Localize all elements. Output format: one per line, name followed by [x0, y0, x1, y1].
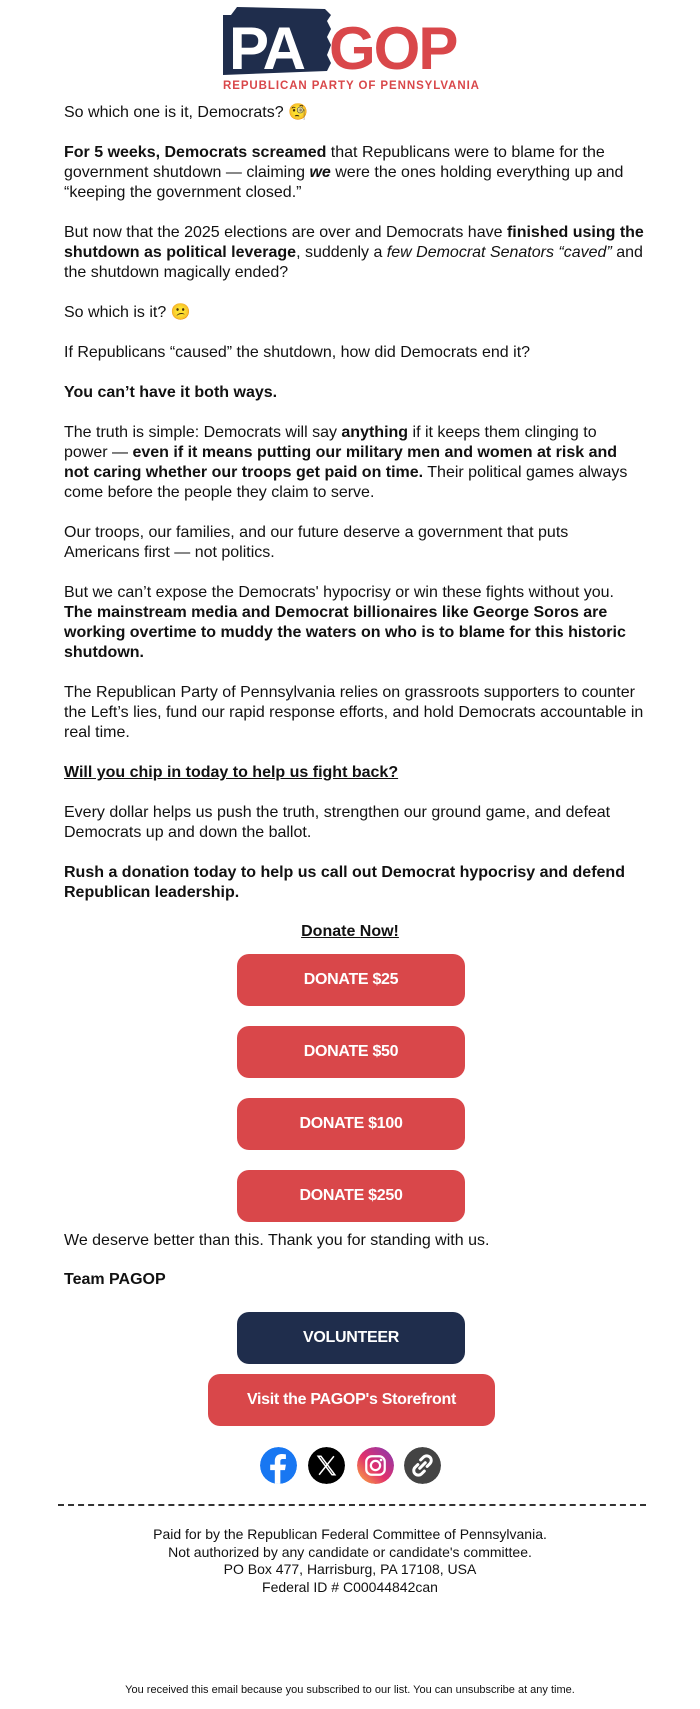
text-segment: and the shutdown magically ended? [64, 244, 643, 281]
paragraph [64, 303, 644, 323]
signature: Team PAGOP [64, 1271, 166, 1288]
text-segment: The mainstream media and Democrat billionaires like George Soros are working overtime to muddy the waters on who is to blame for this historic shutdown. [64, 604, 626, 661]
text-segment: if it keeps them clinging to power — [64, 424, 597, 461]
footer [0, 1526, 700, 1596]
text-segment: So which one is it, Democrats? [64, 104, 289, 121]
paragraph [64, 423, 644, 503]
logo-pa: PA [229, 15, 304, 82]
paragraph [64, 523, 644, 563]
unsubscribe-notice[interactable]: You received this email because you subscribed to our list. You can unsubscribe at any time. [125, 1684, 575, 1696]
text-segment: You can’t have it both ways. [64, 384, 278, 401]
logo-subtitle: REPUBLICAN PARTY OF PENNSYLVANIA [223, 80, 479, 92]
donate-now-link[interactable]: Donate Now! [301, 923, 399, 940]
divider [58, 1504, 646, 1506]
paragraph [64, 583, 644, 663]
paragraph [64, 103, 644, 123]
emoji-icon: 🧐 [288, 104, 309, 121]
text-segment: The truth is simple: Democrats will say [64, 424, 342, 441]
text-segment: Their political games always come before the people they claim to serve. [64, 464, 628, 501]
logo-gop: GOP [329, 15, 457, 82]
text-segment: even if it means putting our military men and women at risk and not caring whether our troops get paid on time. [64, 444, 618, 481]
closing-text: We deserve better than this. Thank you for standing with us. [64, 1232, 490, 1249]
paragraph [64, 143, 644, 203]
facebook-icon[interactable] [260, 1447, 297, 1484]
text-segment: For 5 weeks, Democrats screamed [64, 144, 327, 161]
pagop-logo[interactable] [221, 5, 483, 93]
footer-address: PO Box 477, Harrisburg, PA 17108, USA [223, 1561, 477, 1577]
text-segment: were the ones holding everything up and “keeping the government closed.” [64, 164, 624, 201]
text-segment: Every dollar helps us push the truth, strengthen our ground game, and defeat Democrats up and down the ballot. [64, 804, 611, 841]
x-icon[interactable] [308, 1447, 345, 1484]
text-segment: few Democrat Senators “caved” [386, 244, 612, 261]
text-segment: So which is it? [64, 304, 171, 321]
volunteer-button[interactable]: VOLUNTEER [237, 1312, 465, 1364]
text-segment: finished using the shutdown as political leverage [64, 224, 644, 261]
donate-50-button[interactable]: DONATE $50 [237, 1026, 465, 1078]
text-segment: The Republican Party of Pennsylvania relies on grassroots supporters to counter the Left’s lies, fund our rapid response efforts, and hold Democrats accountable in real time. [64, 684, 644, 741]
text-segment: If Republicans “caused” the shutdown, how did Democrats end it? [64, 344, 531, 361]
text-segment: , suddenly a [296, 244, 387, 261]
footer-paid-for: Paid for by the Republican Federal Committee of Pennsylvania. [153, 1526, 547, 1542]
text-segment: But now that the 2025 elections are over and Democrats have [64, 224, 507, 241]
emoji-icon: 😕 [170, 304, 191, 321]
donate-25-button[interactable]: DONATE $25 [237, 954, 465, 1006]
paragraph [64, 683, 644, 743]
instagram-icon[interactable] [357, 1447, 394, 1484]
paragraph [64, 383, 644, 403]
text-segment: Our troops, our families, and our future deserve a government that puts Americans first — not politics. [64, 524, 569, 561]
donate-100-button[interactable]: DONATE $100 [237, 1098, 465, 1150]
text-segment: that Republicans were to blame for the government shutdown — claiming [64, 144, 605, 181]
text-segment: But we can’t expose the Democrats' hypocrisy or win these fights without you. [64, 584, 614, 601]
email-body [64, 103, 644, 923]
chip-in-link[interactable]: Will you chip in today to help us fight back? [64, 764, 399, 781]
paragraph [64, 863, 644, 903]
link-icon[interactable] [404, 1447, 441, 1484]
paragraph [64, 223, 644, 283]
text-segment: we [309, 164, 331, 181]
footer-not-authorized: Not authorized by any candidate or candidate's committee. [168, 1543, 532, 1560]
paragraph [64, 343, 644, 363]
text-segment: Rush a donation today to help us call out Democrat hypocrisy and defend Republican leadership. [64, 864, 625, 901]
text-segment: anything [341, 424, 409, 441]
footer-federal-id: Federal ID # C00044842can [262, 1578, 438, 1595]
paragraph [64, 763, 644, 783]
paragraph [64, 803, 644, 843]
donate-250-button[interactable]: DONATE $250 [237, 1170, 465, 1222]
storefront-button[interactable]: Visit the PAGOP's Storefront [208, 1374, 495, 1426]
